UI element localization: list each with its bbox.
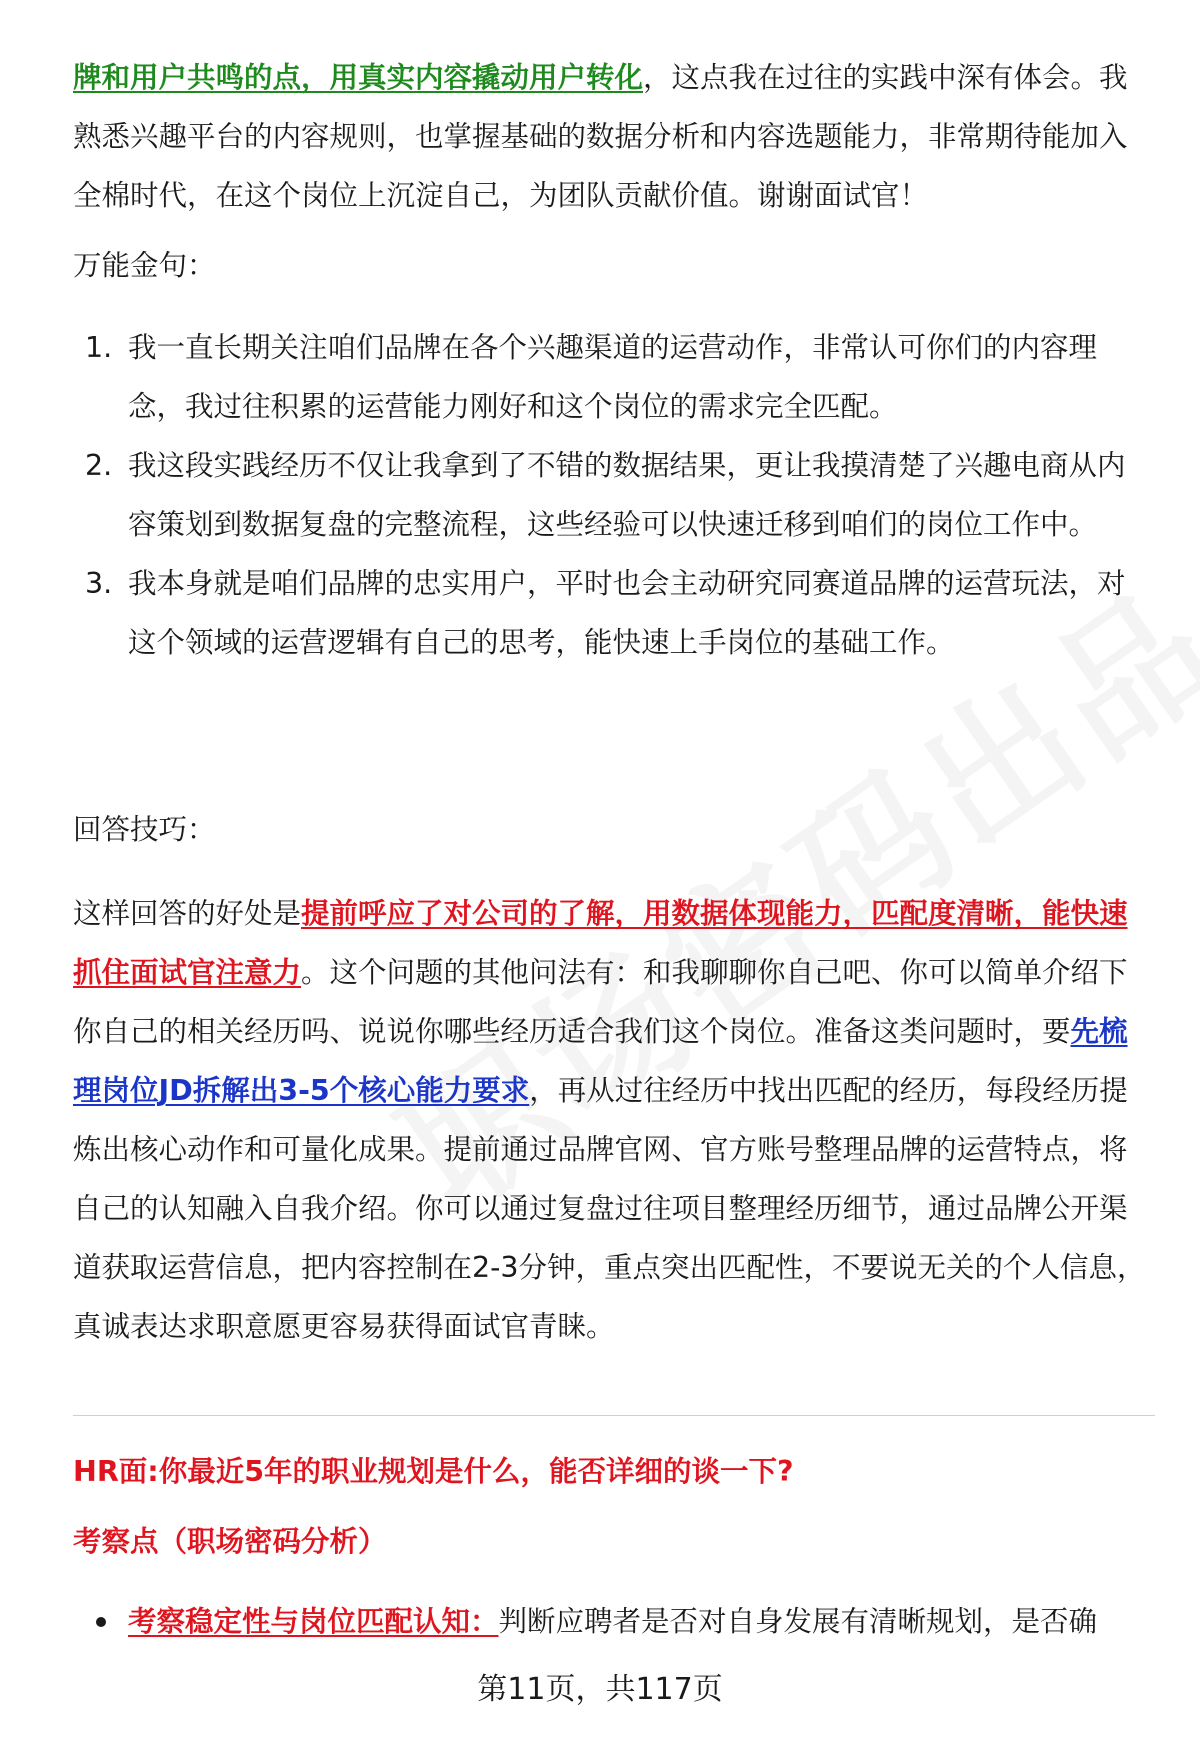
tips-text-2: 。这个问题的其他问法有：和我聊聊你自己吧、你可以简单介绍下你自己的相关经历吗、说说你哪些经历适合我们这个岗位。准备这类问题时，要 [73,956,1128,1048]
exam-point-heading: 考察点（职场密码分析） [73,1525,387,1558]
list-text: 我本身就是咱们品牌的忠实用户，平时也会主动研究同赛道品牌的运营玩法，对这个领域的运营逻辑有自己的思考，能快速上手岗位的基础工作。 [128,567,1126,659]
intro-paragraph [73,48,1153,225]
tips-paragraph [73,884,1153,1356]
tips-text-1: 这样回答的好处是 [73,897,302,930]
list-number: 1. [85,331,113,364]
list-item [73,436,1153,554]
list-text: 我一直长期关注咱们品牌在各个兴趣渠道的运营动作，非常认可你们的内容理念，我过往积累的运营能力刚好和这个岗位的需求完全匹配。 [128,331,1098,423]
intro-highlight: 牌和用户共鸣的点，用真实内容撬动用户转化 [73,61,644,94]
list-number: 2. [85,449,113,482]
bullet-label: 考察稳定性与岗位匹配认知： [128,1605,499,1638]
list-item [73,554,1153,672]
bullet-dot-icon [96,1617,106,1627]
bullet-text: 判断应聘者是否对自身发展有清晰规划，是否确 [498,1605,1098,1638]
tips-red-highlight: 提前呼应了对公司的了解，用数据体现能力，匹配度清晰，能快速抓住面试官注意力 [73,897,1128,989]
golden-list [73,318,1153,672]
section-divider [73,1415,1155,1416]
list-text: 我这段实践经历不仅让我拿到了不错的数据结果，更让我摸清楚了兴趣电商从内容策划到数据复盘的完整流程，这些经验可以快速迁移到咱们的岗位工作中。 [128,449,1126,541]
list-item [73,318,1153,436]
list-number: 3. [85,567,113,600]
intro-text: ，这点我在过往的实践中深有体会。我熟悉兴趣平台的内容规则，也掌握基础的数据分析和内容选题能力，非常期待能加入全棉时代，在这个岗位上沉淀自己，为团队贡献价值。谢谢面试官！ [73,61,1128,212]
page-footer: 第11页，共117页 [477,1672,723,1707]
golden-label: 万能金句： [73,249,216,282]
tips-text-3: ，再从过往经历中找出匹配的经历，每段经历提炼出核心动作和可量化成果。提前通过品牌官网、官方账号整理品牌的运营特点，将自己的认知融入自我介绍。你可以通过复盘过往项目整理经历细节，通过品牌公开渠道获取运营信息，把内容控制在2-3分钟，重点突出匹配性，不要说无关的个人信息，真诚表达求职意愿更容易获得面试官青睐。 [73,1074,1146,1343]
tips-label: 回答技巧： [73,813,216,846]
bullet-item [73,1592,1155,1651]
hr-question-heading: HR面:你最近5年的职业规划是什么，能否详细的谈一下? [73,1455,794,1488]
tips-blue-highlight: 先梳理岗位JD拆解出3-5个核心能力要求 [73,1015,1128,1107]
